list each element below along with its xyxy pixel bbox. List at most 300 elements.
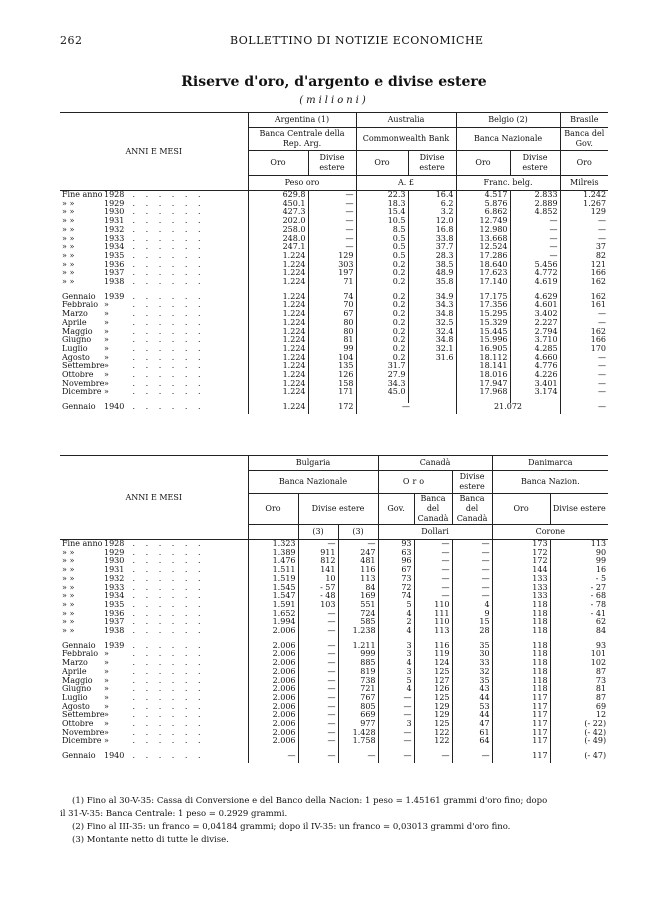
data-cell: 111	[414, 610, 452, 619]
divise-header: Divise estere	[510, 151, 560, 176]
data-cell: 247.1	[248, 243, 308, 252]
data-cell: 1.545	[248, 584, 298, 593]
data-cell: —	[378, 703, 414, 712]
bank-header: Banca Nazion.	[492, 471, 608, 494]
data-cell: 45.0	[356, 388, 408, 397]
row-label	[60, 403, 248, 414]
data-cell: —	[414, 540, 452, 549]
row-year: »	[104, 353, 109, 362]
table-row	[60, 301, 608, 310]
row-year: 1932	[104, 574, 125, 583]
row-period-name: Aprile	[62, 318, 87, 327]
row-label	[60, 252, 248, 261]
row-label	[60, 235, 248, 244]
data-cell: 1.224	[248, 388, 308, 397]
footnote: (2) Fino al III-35: un franco = 0,04184 grammi; dopo il IV-35: un franco = 0,03013 grammi d'oro fino.	[72, 822, 511, 832]
data-cell: 172	[308, 403, 356, 414]
data-cell: —	[452, 549, 492, 558]
row-period-name: » »	[62, 208, 75, 217]
row-year: 1933	[104, 234, 125, 243]
data-cell: 116	[414, 642, 452, 651]
data-cell: 805	[338, 703, 378, 712]
data-cell: (- 49)	[550, 737, 608, 746]
data-cell: 32.1	[408, 345, 456, 354]
data-cell: —	[452, 566, 492, 575]
anni-e-mesi-header: ANNI E MESI	[60, 113, 248, 191]
country-header: Brasile	[560, 113, 608, 128]
data-cell: 84	[550, 627, 608, 636]
table-row	[60, 191, 608, 200]
data-cell: 103	[298, 601, 338, 610]
data-cell: —	[378, 752, 414, 763]
data-cell	[408, 388, 456, 397]
data-cell: 118	[492, 668, 550, 677]
data-cell: 121	[560, 261, 608, 270]
row-year: 1934	[104, 592, 125, 601]
data-cell: 80	[308, 319, 356, 328]
table-row	[60, 584, 608, 593]
row-period-name: Luglio	[62, 693, 88, 702]
data-cell: 4.517	[456, 191, 510, 200]
data-cell: 4.772	[510, 269, 560, 278]
row-period-name: Marzo	[62, 310, 88, 319]
data-cell: 99	[308, 345, 356, 354]
data-cell: - 68	[550, 592, 608, 601]
data-cell: 133	[492, 584, 550, 593]
leader-dots: . . . . . .	[126, 641, 205, 650]
row-year: »	[104, 336, 109, 345]
data-cell: 118	[492, 650, 550, 659]
leader-dots: . . . . . .	[126, 327, 205, 336]
data-cell: 1.389	[248, 549, 298, 558]
table-row	[60, 252, 608, 261]
data-cell: —	[308, 217, 356, 226]
data-cell: 73	[550, 677, 608, 686]
row-period-name: » »	[62, 260, 75, 269]
data-cell: 34.3	[408, 301, 456, 310]
note-ref: (3)	[338, 525, 378, 540]
data-cell: 3.402	[510, 310, 560, 319]
data-cell: —	[414, 575, 452, 584]
data-cell: 35	[452, 642, 492, 651]
data-cell: 15.295	[456, 310, 510, 319]
banca-canada-header: Banca del Canadà	[452, 494, 492, 525]
leader-dots: . . . . . .	[126, 548, 205, 557]
unit-header: Franc. belg.	[456, 176, 560, 191]
row-period-name: Febbraio	[62, 650, 99, 659]
leader-dots: . . . . . .	[126, 539, 205, 548]
row-year: 1930	[104, 208, 125, 217]
data-cell: 129	[414, 711, 452, 720]
row-year: »	[104, 693, 109, 702]
row-period-name: » »	[62, 592, 75, 601]
row-year: »	[104, 318, 109, 327]
data-cell: —	[560, 235, 608, 244]
row-year: »	[104, 659, 109, 668]
data-cell: 6.2	[408, 200, 456, 209]
data-cell: 2.833	[510, 191, 560, 200]
data-cell: 2.006	[248, 720, 298, 729]
leader-dots: . . . . . .	[126, 592, 205, 601]
data-cell: 113	[338, 575, 378, 584]
bank-header: Banca Nazionale	[248, 471, 378, 494]
data-cell: 977	[338, 720, 378, 729]
data-cell: 32.5	[408, 319, 456, 328]
data-cell: 162	[560, 293, 608, 302]
data-cell: 1.224	[248, 380, 308, 389]
data-cell: 0.2	[356, 269, 408, 278]
data-cell: 70	[308, 301, 356, 310]
data-cell	[408, 362, 456, 371]
data-cell: 34.9	[408, 293, 456, 302]
row-year: 1937	[104, 618, 125, 627]
table-title: Riserve d'oro, d'argento e divise estere	[181, 74, 487, 90]
row-label	[60, 208, 248, 217]
data-cell: 13.668	[456, 235, 510, 244]
data-cell: 169	[338, 592, 378, 601]
table-row	[60, 618, 608, 627]
data-cell: —	[308, 200, 356, 209]
data-cell: 4.619	[510, 278, 560, 287]
data-cell: 0.2	[356, 278, 408, 287]
data-cell: 101	[550, 650, 608, 659]
row-year: »	[104, 650, 109, 659]
oro-header: Oro	[248, 151, 308, 176]
data-cell: 1.267	[560, 200, 608, 209]
data-cell: —	[338, 540, 378, 549]
row-period-name: » »	[62, 278, 75, 287]
data-cell: 32.4	[408, 328, 456, 337]
row-label	[60, 388, 248, 397]
oro-header: Oro	[492, 494, 550, 525]
table-subtitle: (milioni)	[299, 95, 369, 106]
data-cell: 12	[550, 711, 608, 720]
leader-dots: . . . . . .	[126, 574, 205, 583]
data-cell: 117	[492, 729, 550, 738]
data-cell: 15.329	[456, 319, 510, 328]
footnote: il 31-V-35: Banca Centrale: 1 peso = 0.2929 grammi.	[60, 809, 288, 819]
data-cell: 162	[560, 278, 608, 287]
row-period-name: Ottobre	[62, 720, 94, 729]
data-cell: 10.5	[356, 217, 408, 226]
data-cell: —	[378, 694, 414, 703]
data-cell: 551	[338, 601, 378, 610]
leader-dots: . . . . . .	[126, 336, 205, 345]
data-cell: —	[560, 226, 608, 235]
data-cell: 84	[338, 584, 378, 593]
table-row	[60, 694, 608, 703]
data-cell: 4.629	[510, 293, 560, 302]
data-cell: 87	[550, 668, 608, 677]
row-year: 1930	[104, 557, 125, 566]
data-cell: - 41	[550, 610, 608, 619]
data-cell: 74	[378, 592, 414, 601]
data-cell: 117	[492, 703, 550, 712]
row-label	[60, 737, 248, 746]
data-cell: 113	[414, 627, 452, 636]
data-cell: 64	[452, 737, 492, 746]
leader-dots: . . . . . .	[126, 618, 205, 627]
unit-header: A. £	[356, 176, 456, 191]
data-cell: 0.2	[356, 336, 408, 345]
data-cell: 71	[308, 278, 356, 287]
leader-dots: . . . . . .	[126, 234, 205, 243]
data-cell: 2	[378, 618, 414, 627]
table-row-final	[60, 403, 608, 414]
data-cell: 1.224	[248, 354, 308, 363]
leader-dots: . . . . . .	[126, 278, 205, 287]
leader-dots: . . . . . .	[126, 260, 205, 269]
data-cell: 2.006	[248, 659, 298, 668]
row-period-name: » »	[62, 618, 75, 627]
table-row	[60, 293, 608, 302]
data-cell: —	[452, 557, 492, 566]
row-year: 1929	[104, 199, 125, 208]
data-cell: 0.5	[356, 243, 408, 252]
data-cell: 1.224	[248, 269, 308, 278]
row-period-name: Fine anno	[62, 190, 103, 199]
data-cell: 47	[452, 720, 492, 729]
data-cell: 117	[492, 720, 550, 729]
data-cell: 2.006	[248, 729, 298, 738]
page-number: 262	[60, 34, 83, 47]
data-cell: 2.006	[248, 737, 298, 746]
data-cell: 17.623	[456, 269, 510, 278]
data-cell: 15.4	[356, 208, 408, 217]
row-label	[60, 310, 248, 319]
table-row	[60, 235, 608, 244]
table-row	[60, 328, 608, 337]
data-cell: 28.3	[408, 252, 456, 261]
row-period-name: » »	[62, 548, 75, 557]
row-label	[60, 677, 248, 686]
leader-dots: . . . . . .	[126, 650, 205, 659]
table-row	[60, 345, 608, 354]
row-label	[60, 243, 248, 252]
data-cell: 12.749	[456, 217, 510, 226]
leader-dots: . . . . . .	[126, 685, 205, 694]
row-period-name: » »	[62, 217, 75, 226]
data-cell: 27.9	[356, 371, 408, 380]
data-cell: 81	[550, 685, 608, 694]
data-cell: 133	[492, 575, 550, 584]
bank-header: Banca del Gov.	[560, 128, 608, 151]
data-cell: 73	[378, 575, 414, 584]
data-cell: 303	[308, 261, 356, 270]
table-row	[60, 217, 608, 226]
data-cell: 1.323	[248, 540, 298, 549]
data-cell: —	[308, 226, 356, 235]
data-cell: 37	[560, 243, 608, 252]
data-cell: 738	[338, 677, 378, 686]
data-cell: 31.6	[408, 354, 456, 363]
data-cell: —	[452, 752, 492, 763]
data-cell: 172	[492, 557, 550, 566]
data-cell: 2.227	[510, 319, 560, 328]
country-header: Belgio (2)	[456, 113, 560, 128]
data-cell: 37.7	[408, 243, 456, 252]
table-row-final	[60, 752, 608, 763]
row-year: »	[104, 301, 109, 310]
data-cell: 4	[452, 601, 492, 610]
data-cell: —	[298, 685, 338, 694]
table-row	[60, 685, 608, 694]
data-cell: 1.242	[560, 191, 608, 200]
row-period-name: Settembre	[62, 711, 105, 720]
table-row	[60, 388, 608, 397]
data-cell: (- 47)	[550, 752, 608, 763]
data-cell: 124	[414, 659, 452, 668]
data-cell: 6.862	[456, 208, 510, 217]
data-cell: 113	[550, 540, 608, 549]
data-cell: 669	[338, 711, 378, 720]
row-period-name: Giugno	[62, 336, 92, 345]
data-cell: 1.519	[248, 575, 298, 584]
data-cell: —	[510, 226, 560, 235]
data-cell: 9	[452, 610, 492, 619]
leader-dots: . . . . . .	[126, 693, 205, 702]
data-cell: 43	[452, 685, 492, 694]
data-cell: 0.2	[356, 310, 408, 319]
data-cell: 48.9	[408, 269, 456, 278]
data-cell: 0.2	[356, 319, 408, 328]
data-cell: —	[452, 584, 492, 593]
data-cell: - 27	[550, 584, 608, 593]
row-label	[60, 627, 248, 636]
data-cell	[408, 371, 456, 380]
data-cell: 17.175	[456, 293, 510, 302]
data-cell: —	[452, 540, 492, 549]
data-cell: 885	[338, 659, 378, 668]
data-cell: 31.7	[356, 362, 408, 371]
data-cell: 1.224	[248, 345, 308, 354]
row-year: 1940	[104, 752, 125, 761]
row-period-name: » »	[62, 269, 75, 278]
bank-header: Banca Centrale della Rep. Arg.	[248, 128, 356, 151]
row-period-name: » »	[62, 600, 75, 609]
row-year: 1931	[104, 566, 125, 575]
row-label	[60, 601, 248, 610]
leader-dots: . . . . . .	[126, 711, 205, 720]
data-cell: 3	[378, 668, 414, 677]
table-row	[60, 659, 608, 668]
data-cell: 481	[338, 557, 378, 566]
data-cell: 117	[492, 694, 550, 703]
row-year: 1937	[104, 269, 125, 278]
reserves-table-2	[60, 455, 608, 763]
row-label	[60, 226, 248, 235]
table-row	[60, 592, 608, 601]
row-year: »	[104, 702, 109, 711]
data-cell: 133	[492, 592, 550, 601]
leader-dots: . . . . . .	[126, 752, 205, 761]
data-cell: 96	[378, 557, 414, 566]
data-cell: 125	[414, 694, 452, 703]
row-label	[60, 191, 248, 200]
data-cell: 125	[414, 720, 452, 729]
data-cell: 118	[492, 627, 550, 636]
oro-header: Oro	[356, 151, 408, 176]
data-cell: 2.006	[248, 694, 298, 703]
data-cell: 61	[452, 729, 492, 738]
row-year: 1938	[104, 627, 125, 636]
data-cell: 1.224	[248, 278, 308, 287]
data-cell: 4.776	[510, 362, 560, 371]
canada-divise-header: Divise estere	[452, 471, 492, 494]
table-row	[60, 601, 608, 610]
data-cell: 4.226	[510, 371, 560, 380]
row-label	[60, 610, 248, 619]
gov-header: Gov.	[378, 494, 414, 525]
data-cell: 117	[492, 737, 550, 746]
data-cell: - 5	[550, 575, 608, 584]
data-cell: 1.591	[248, 601, 298, 610]
data-cell: 3.710	[510, 336, 560, 345]
table-row	[60, 627, 608, 636]
data-cell: 4	[378, 610, 414, 619]
row-period-name: » »	[62, 199, 75, 208]
data-cell: —	[378, 711, 414, 720]
data-cell: 72	[378, 584, 414, 593]
data-cell: 93	[378, 540, 414, 549]
row-year: 1936	[104, 260, 125, 269]
banca-canada-header: Banca del Canadà	[414, 494, 452, 525]
data-cell: —	[560, 380, 608, 389]
row-label	[60, 752, 248, 763]
data-cell: 35	[452, 677, 492, 686]
data-cell: —	[356, 403, 456, 414]
data-cell: 5	[378, 677, 414, 686]
row-label	[60, 650, 248, 659]
data-cell: 2.006	[248, 703, 298, 712]
row-label	[60, 584, 248, 593]
divise-header: Divise estere	[308, 151, 356, 176]
row-period-name: » »	[62, 251, 75, 260]
row-period-name: » »	[62, 583, 75, 592]
footnotes	[60, 795, 620, 847]
data-cell: 427.3	[248, 208, 308, 217]
data-cell: 1.511	[248, 566, 298, 575]
data-cell: 0.2	[356, 293, 408, 302]
data-cell: 110	[414, 601, 452, 610]
data-cell: 1.224	[248, 336, 308, 345]
data-cell: 67	[308, 310, 356, 319]
data-cell: 119	[414, 650, 452, 659]
data-cell: 118	[492, 685, 550, 694]
oro-header: Oro	[560, 151, 608, 176]
row-label	[60, 217, 248, 226]
leader-dots: . . . . . .	[126, 720, 205, 729]
data-cell: 0.2	[356, 328, 408, 337]
data-cell: —	[510, 243, 560, 252]
table-row	[60, 703, 608, 712]
table-row	[60, 557, 608, 566]
data-cell: —	[414, 557, 452, 566]
data-cell: —	[560, 371, 608, 380]
unit-header: Milreis	[560, 176, 608, 191]
data-cell: 0.2	[356, 301, 408, 310]
data-cell: 104	[308, 354, 356, 363]
data-cell: 0.5	[356, 235, 408, 244]
leader-dots: . . . . . .	[126, 353, 205, 362]
row-period-name: » »	[62, 609, 75, 618]
row-period-name: Dicembre	[62, 388, 102, 397]
data-cell: 87	[550, 694, 608, 703]
data-cell: 122	[414, 729, 452, 738]
leader-dots: . . . . . .	[126, 318, 205, 327]
row-period-name: » »	[62, 566, 75, 575]
data-cell: 33	[452, 659, 492, 668]
